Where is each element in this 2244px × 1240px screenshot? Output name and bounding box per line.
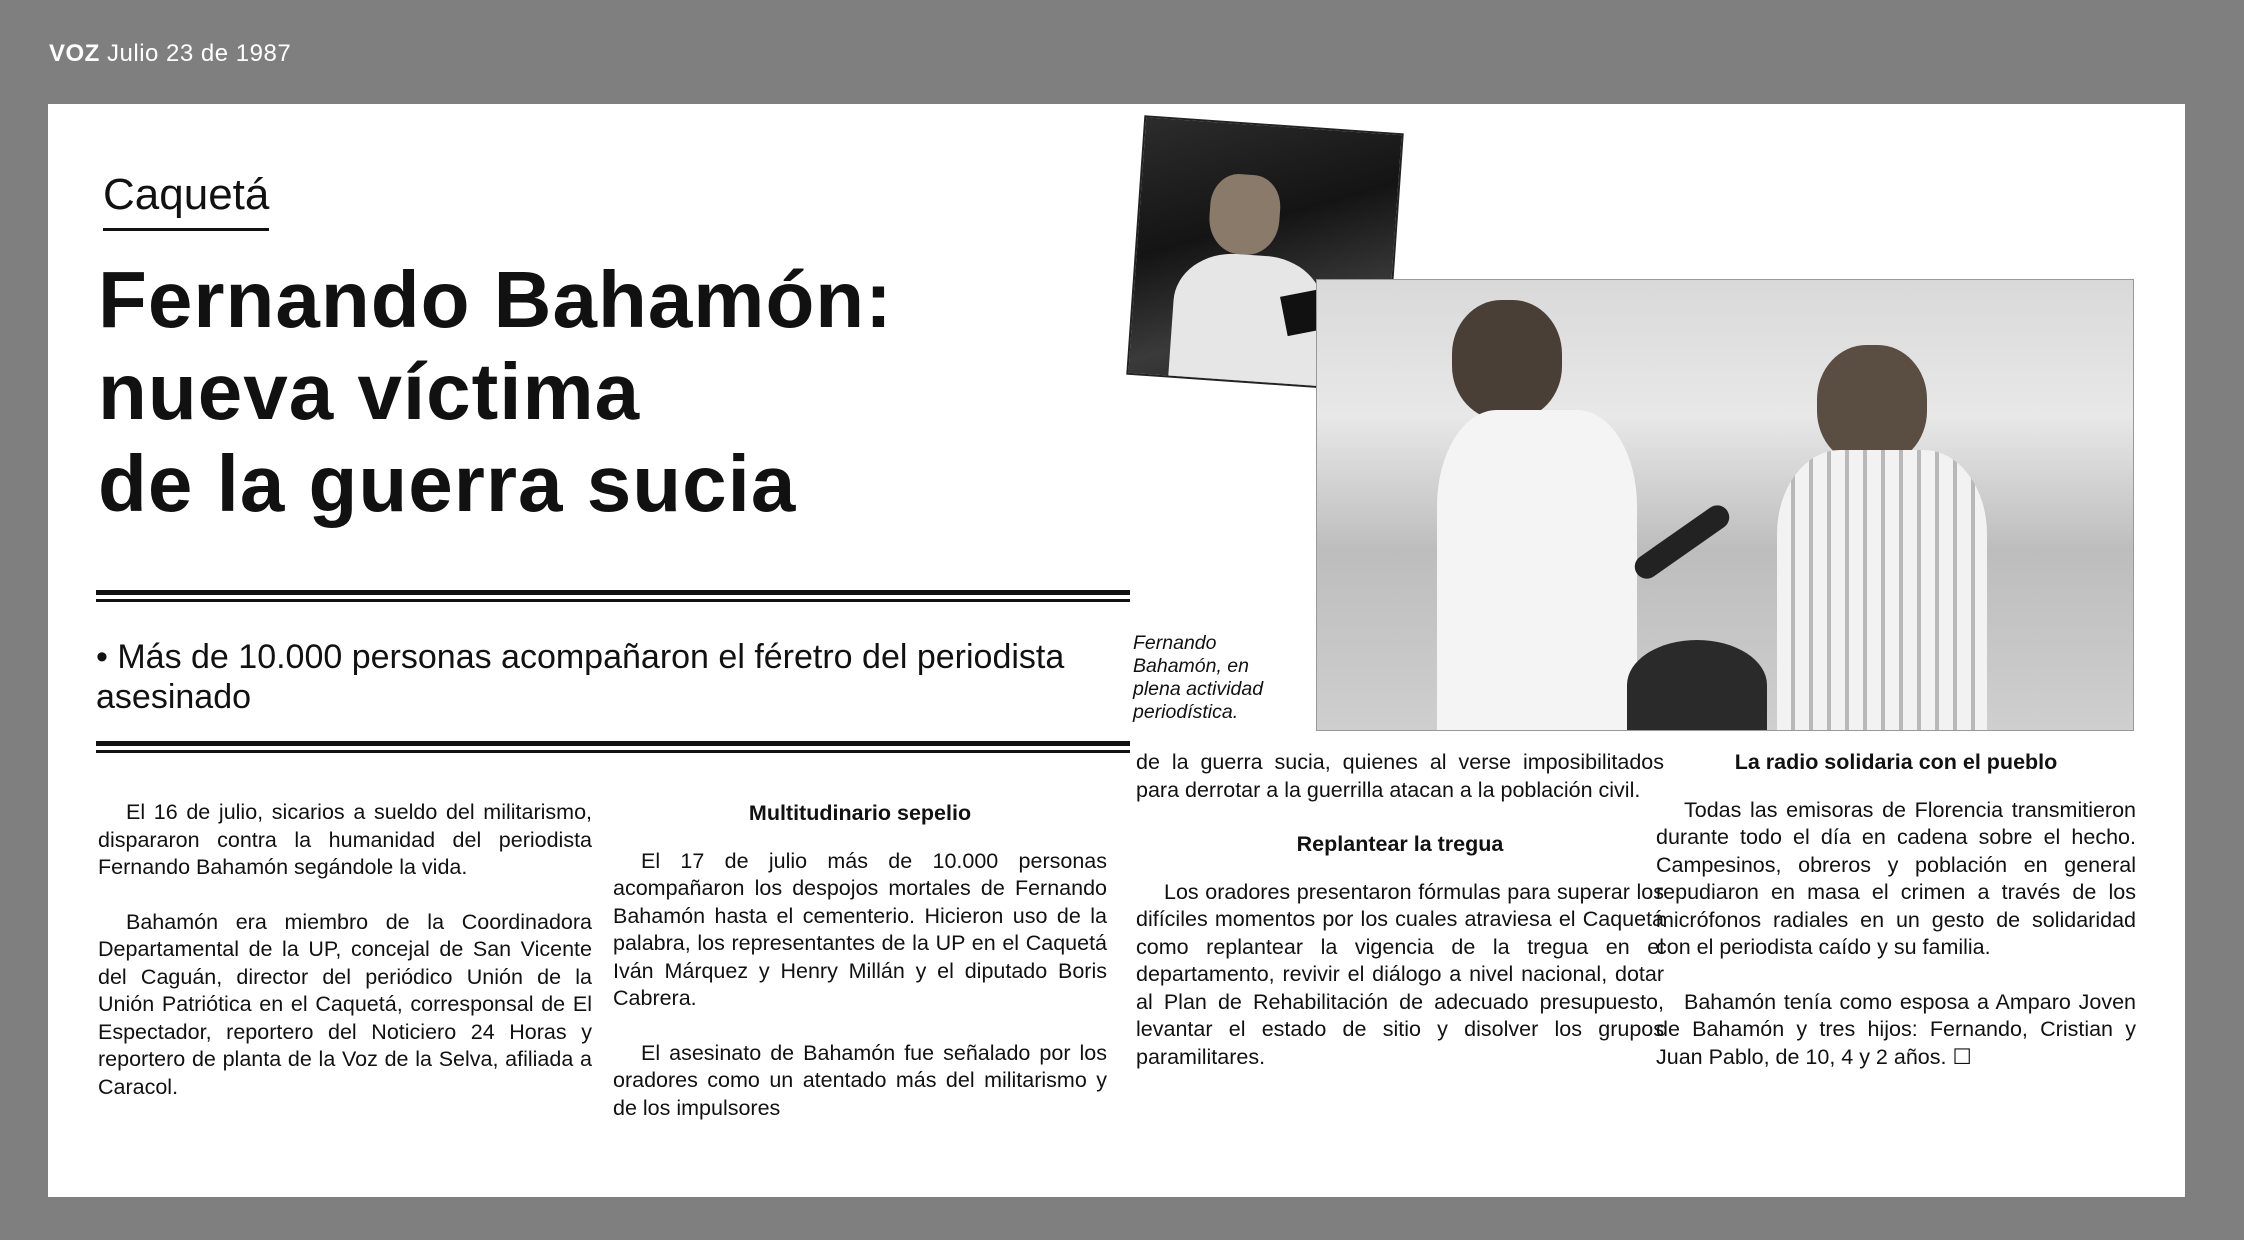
col3-paragraph-1: Los oradores presentaron fórmulas para superar los difíciles momentos por los cuales atraviesa el Caquetá como replantear la vigencia de la tregua en el departamento, revivir el diálogo a nivel nacional, dotar al Plan de Rehabilitación de adecuado presupuesto, levantar el estado de sitio y disolver los grupos paramilitares. — [1136, 879, 1664, 1069]
col4-heading: La radio solidaria con el pueblo — [1734, 750, 2058, 774]
headline — [98, 254, 1138, 530]
event-photo — [1316, 279, 2134, 731]
col1-paragraph-1: El 16 de julio, sicarios a sueldo del militarismo, dispararon contra la humanidad del periodista Fernando Bahamón segándole la vida. — [98, 800, 592, 879]
clipping-page — [48, 104, 2185, 1197]
page-header — [49, 40, 291, 68]
column-2 — [613, 800, 1107, 1149]
column-3 — [1136, 749, 1664, 1098]
bottom-rule — [96, 741, 1130, 753]
col4-paragraph-1: Todas las emisoras de Florencia transmitieron durante todo el día en cadena sobre el hecho. Campesinos, obreros y población en general repudiaron en masa el crimen a través de los micrófonos radiales en un gesto de solidaridad con el periodista caído y su familia. — [1656, 797, 2136, 959]
headline-line-2: nueva víctima — [98, 347, 641, 436]
end-mark-icon: ☐ — [1952, 1044, 1972, 1069]
publication-name: VOZ — [49, 40, 100, 67]
col2-paragraph-2: El asesinato de Bahamón fue señalado por los oradores como un atentado más del militarismo y de los impulsores — [613, 1040, 1107, 1120]
column-1 — [98, 799, 592, 1128]
publication-date: Julio 23 de 1987 — [107, 40, 292, 67]
top-rule — [96, 590, 1130, 602]
column-4 — [1656, 749, 2136, 1098]
headline-line-3: de la guerra sucia — [98, 439, 797, 528]
col3-heading: Replantear la tregua — [1296, 832, 1504, 856]
col2-paragraph-1: El 17 de julio más de 10.000 personas acompañaron los despojos mortales de Fernando Bahamón hasta el cementerio. Hicieron uso de la palabra, los representantes de la UP en el Caquetá Iván Márquez y Henry Millán y el diputado Boris Cabrera. — [613, 848, 1107, 1010]
col4-paragraph-2 — [1656, 989, 2136, 1072]
headline-line-1: Fernando Bahamón: — [98, 255, 893, 344]
col2-heading: Multitudinario sepelio — [748, 801, 972, 825]
section-label: Caquetá — [103, 170, 269, 231]
subhead: • Más de 10.000 personas acompañaron el féretro del periodista asesinado — [96, 638, 1065, 716]
col3-paragraph-0: de la guerra sucia, quienes al verse imposibilitados para derrotar a la guerrilla atacan a la población civil. — [1136, 750, 1664, 802]
col1-paragraph-2: Bahamón era miembro de la Coordinadora Departamental de la UP, concejal de San Vicente del Caguán, director del periódico Unión de la Unión Patriótica en el Caquetá, corresponsal de El Espectador, reportero del Noticiero 24 Horas y reportero de planta de la Voz de la Selva, afiliada a Caracol. — [98, 909, 592, 1099]
col4-paragraph-2-text: Bahamón tenía como esposa a Amparo Joven de Bahamón y tres hijos: Fernando, Cristian y Juan Pablo, de 10, 4 y 2 años. — [1656, 989, 2136, 1069]
photo-caption: Fernando Bahamón, en plena actividad periodística. — [1133, 632, 1264, 723]
